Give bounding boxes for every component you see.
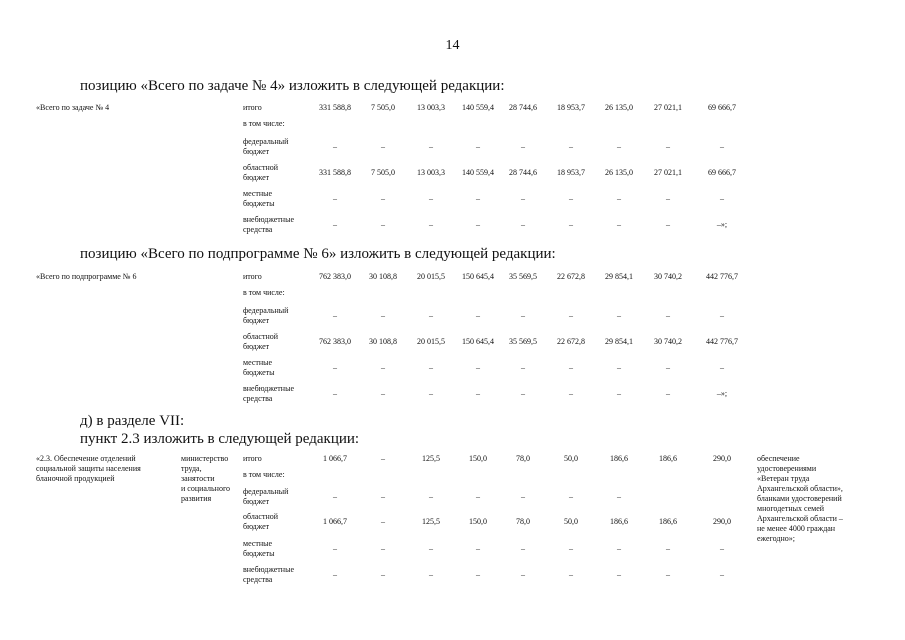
value-cell: 150,0 [469, 454, 487, 463]
value-cell: – [521, 544, 525, 553]
result-text [757, 454, 897, 544]
value-cell: 186,6 [659, 517, 677, 526]
funding-source-line: внебюджетные [243, 384, 294, 393]
value-cell: – [720, 142, 724, 151]
value-cell: – [720, 194, 724, 203]
value-cell: – [521, 142, 525, 151]
executor-line: труда, [181, 464, 202, 473]
value-cell: 28 744,6 [509, 103, 537, 112]
value-cell: 150 645,4 [462, 337, 494, 346]
value-cell: – [617, 311, 621, 320]
value-cell: – [429, 389, 433, 398]
value-cell: – [617, 220, 621, 229]
value-cell: 35 569,5 [509, 272, 537, 281]
value-cell: – [381, 142, 385, 151]
funding-source-line: в том числе: [243, 470, 285, 479]
value-cell: 30 740,2 [654, 337, 682, 346]
value-cell: – [429, 363, 433, 372]
value-cell: – [333, 570, 337, 579]
value-cell: 30 740,2 [654, 272, 682, 281]
value-cell: – [617, 142, 621, 151]
value-cell: – [429, 311, 433, 320]
value-cell: 78,0 [516, 454, 530, 463]
value-cell: – [429, 492, 433, 501]
funding-source [243, 512, 313, 532]
value-cell: 140 559,4 [462, 168, 494, 177]
value-cell: – [333, 492, 337, 501]
value-cell: 50,0 [564, 517, 578, 526]
executor-line: министерство [181, 454, 229, 463]
value-cell: – [476, 570, 480, 579]
value-cell: – [429, 220, 433, 229]
value-cell: 1 066,7 [323, 517, 347, 526]
funding-source [243, 215, 313, 235]
funding-source-line: местные [243, 189, 273, 198]
value-cell: – [569, 389, 573, 398]
value-cell: – [666, 389, 670, 398]
value-cell: – [381, 389, 385, 398]
value-cell: 7 505,0 [371, 103, 395, 112]
value-cell: – [521, 389, 525, 398]
value-cell: – [333, 544, 337, 553]
funding-source [243, 119, 313, 129]
funding-source-line: средства [243, 575, 273, 584]
funding-source-line: местные [243, 358, 273, 367]
heading-task-4: позицию «Всего по задаче № 4» изложить в следующей редакции: [80, 78, 505, 94]
value-cell: – [429, 194, 433, 203]
value-cell: 30 108,8 [369, 337, 397, 346]
value-cell: – [666, 311, 670, 320]
value-cell: – [381, 363, 385, 372]
funding-source-line: областной [243, 163, 279, 172]
value-cell: – [381, 544, 385, 553]
funding-source [243, 358, 313, 378]
value-cell: – [333, 220, 337, 229]
value-cell: – [381, 454, 385, 463]
value-cell: – [476, 142, 480, 151]
result-text-line: многодетных семей [757, 504, 825, 513]
result-text-line: обеспечение [757, 454, 800, 463]
value-cell: – [666, 570, 670, 579]
value-cell: 186,6 [610, 517, 628, 526]
value-cell: – [429, 570, 433, 579]
funding-source-line: итого [243, 272, 262, 281]
value-cell: 13 003,3 [417, 103, 445, 112]
value-cell: – [617, 363, 621, 372]
value-cell: – [720, 311, 724, 320]
funding-source [243, 332, 313, 352]
value-cell: – [381, 517, 385, 526]
value-cell: 22 672,8 [557, 337, 585, 346]
value-cell: 186,6 [610, 454, 628, 463]
funding-source [243, 470, 313, 480]
value-cell: – [521, 363, 525, 372]
value-cell: 22 672,8 [557, 272, 585, 281]
result-text-line: бланками удостоверений [757, 494, 842, 503]
value-cell: 18 953,7 [557, 168, 585, 177]
funding-source [243, 384, 313, 404]
value-cell: – [666, 142, 670, 151]
funding-source-line: средства [243, 394, 273, 403]
row-label-line: «2.3. Обеспечение отделений [36, 454, 136, 463]
value-cell: – [476, 492, 480, 501]
value-cell: – [381, 194, 385, 203]
funding-source-line: бюджет [243, 497, 270, 506]
executor-line: и социального [181, 484, 231, 493]
value-cell: – [666, 363, 670, 372]
value-cell: 35 569,5 [509, 337, 537, 346]
value-cell: – [476, 311, 480, 320]
value-cell: 125,5 [422, 517, 440, 526]
value-cell: – [476, 194, 480, 203]
value-cell: 27 021,1 [654, 168, 682, 177]
value-cell: – [617, 570, 621, 579]
heading-point-2-3: пункт 2.3 изложить в следующей редакции: [80, 431, 360, 447]
value-cell: – [569, 194, 573, 203]
result-text-line: «Ветеран труда [757, 474, 810, 483]
value-cell: 69 666,7 [708, 168, 736, 177]
value-cell: – [476, 220, 480, 229]
value-cell: – [381, 492, 385, 501]
value-cell: 762 383,0 [319, 337, 351, 346]
value-cell: 150,0 [469, 517, 487, 526]
value-cell: – [476, 389, 480, 398]
row-label [36, 103, 176, 113]
funding-source [243, 539, 313, 559]
value-cell: – [617, 194, 621, 203]
funding-source-line: бюджеты [243, 199, 275, 208]
row-label-line: бланочной продукцией [36, 474, 115, 483]
value-cell: – [521, 492, 525, 501]
value-cell: – [617, 389, 621, 398]
funding-source-line: внебюджетные [243, 565, 294, 574]
funding-source-line: бюджет [243, 147, 270, 156]
result-text-line: Архангельской области», [757, 484, 843, 493]
value-cell: – [521, 194, 525, 203]
funding-source [243, 565, 313, 585]
value-cell: 29 854,1 [605, 337, 633, 346]
funding-source-line: бюджет [243, 173, 270, 182]
funding-source [243, 163, 313, 183]
funding-source [243, 454, 313, 464]
funding-source-line: в том числе: [243, 119, 285, 128]
value-cell: – [720, 363, 724, 372]
value-cell: – [521, 570, 525, 579]
value-cell: – [569, 363, 573, 372]
value-cell: 1 066,7 [323, 454, 347, 463]
value-cell: 27 021,1 [654, 103, 682, 112]
value-cell: – [720, 544, 724, 553]
heading-section-vii: д) в разделе VII: [80, 413, 185, 429]
funding-source [243, 103, 313, 113]
value-cell: – [333, 311, 337, 320]
funding-source [243, 306, 313, 326]
page-number: 14 [445, 38, 460, 53]
heading-subprogram-6: позицию «Всего по подпрограмме № 6» изложить в следующей редакции: [80, 246, 556, 262]
funding-source-line: бюджет [243, 342, 270, 351]
value-cell: – [381, 311, 385, 320]
row-label-line: «Всего по задаче № 4 [36, 103, 110, 112]
funding-source-line: областной [243, 332, 279, 341]
executor-line: занятости [181, 474, 215, 483]
value-cell: – [569, 570, 573, 579]
result-text-line: не менее 4000 граждан [757, 524, 836, 533]
funding-source-line: федеральный [243, 306, 289, 315]
value-cell: 26 135,0 [605, 103, 633, 112]
value-cell: – [381, 220, 385, 229]
value-cell: –»; [716, 220, 728, 229]
value-cell: 331 588,8 [319, 168, 351, 177]
value-cell: 290,0 [713, 454, 731, 463]
funding-source-line: внебюджетные [243, 215, 294, 224]
value-cell: – [569, 492, 573, 501]
value-cell: – [333, 389, 337, 398]
value-cell: 29 854,1 [605, 272, 633, 281]
result-text-line: ежегодно»; [757, 534, 795, 543]
value-cell: 69 666,7 [708, 103, 736, 112]
value-cell: – [429, 544, 433, 553]
funding-source-line: в том числе: [243, 288, 285, 297]
value-cell: 442 776,7 [706, 272, 738, 281]
funding-source-line: бюджеты [243, 368, 275, 377]
value-cell: 7 505,0 [371, 168, 395, 177]
row-label [36, 272, 176, 282]
result-text-line: удостоверениями [757, 464, 817, 473]
value-cell: – [333, 363, 337, 372]
executor [181, 454, 241, 504]
funding-source-line: бюджет [243, 522, 270, 531]
value-cell: 20 015,5 [417, 337, 445, 346]
value-cell: – [521, 311, 525, 320]
funding-source-line: областной [243, 512, 279, 521]
value-cell: 186,6 [659, 454, 677, 463]
funding-source-line: средства [243, 225, 273, 234]
funding-source-line: итого [243, 103, 262, 112]
result-text-line: Архангельской области – [757, 514, 843, 523]
value-cell: – [381, 570, 385, 579]
value-cell: 50,0 [564, 454, 578, 463]
value-cell: – [617, 492, 621, 501]
row-label-line: «Всего по подпрограмме № 6 [36, 272, 137, 281]
value-cell: – [333, 194, 337, 203]
value-cell: 140 559,4 [462, 103, 494, 112]
value-cell: – [333, 142, 337, 151]
value-cell: 26 135,0 [605, 168, 633, 177]
funding-source [243, 189, 313, 209]
value-cell: 125,5 [422, 454, 440, 463]
value-cell: 331 588,8 [319, 103, 351, 112]
value-cell: 30 108,8 [369, 272, 397, 281]
funding-source-line: бюджет [243, 316, 270, 325]
value-cell: – [569, 544, 573, 553]
value-cell: 28 744,6 [509, 168, 537, 177]
row-label-line: социальной защиты населения [36, 464, 141, 473]
value-cell: – [521, 220, 525, 229]
value-cell: 150 645,4 [462, 272, 494, 281]
funding-source-line: федеральный [243, 137, 289, 146]
value-cell: – [569, 311, 573, 320]
value-cell: 442 776,7 [706, 337, 738, 346]
value-cell: – [476, 363, 480, 372]
value-cell: 20 015,5 [417, 272, 445, 281]
value-cell: – [666, 194, 670, 203]
value-cell: –»; [716, 389, 728, 398]
funding-source [243, 288, 313, 298]
funding-source-line: федеральный [243, 487, 289, 496]
value-cell: – [666, 220, 670, 229]
funding-source-line: бюджеты [243, 549, 275, 558]
funding-source [243, 272, 313, 282]
value-cell: 13 003,3 [417, 168, 445, 177]
value-cell: 762 383,0 [319, 272, 351, 281]
funding-source [243, 137, 313, 157]
funding-source-line: местные [243, 539, 273, 548]
value-cell: – [569, 220, 573, 229]
value-cell: 290,0 [713, 517, 731, 526]
funding-source-line: итого [243, 454, 262, 463]
value-cell: – [617, 544, 621, 553]
value-cell: – [429, 142, 433, 151]
value-cell: – [666, 544, 670, 553]
value-cell: – [720, 570, 724, 579]
value-cell: – [476, 544, 480, 553]
executor-line: развития [181, 494, 212, 503]
funding-source [243, 487, 313, 507]
value-cell: – [569, 142, 573, 151]
row-label [36, 454, 176, 484]
value-cell: 18 953,7 [557, 103, 585, 112]
value-cell: 78,0 [516, 517, 530, 526]
